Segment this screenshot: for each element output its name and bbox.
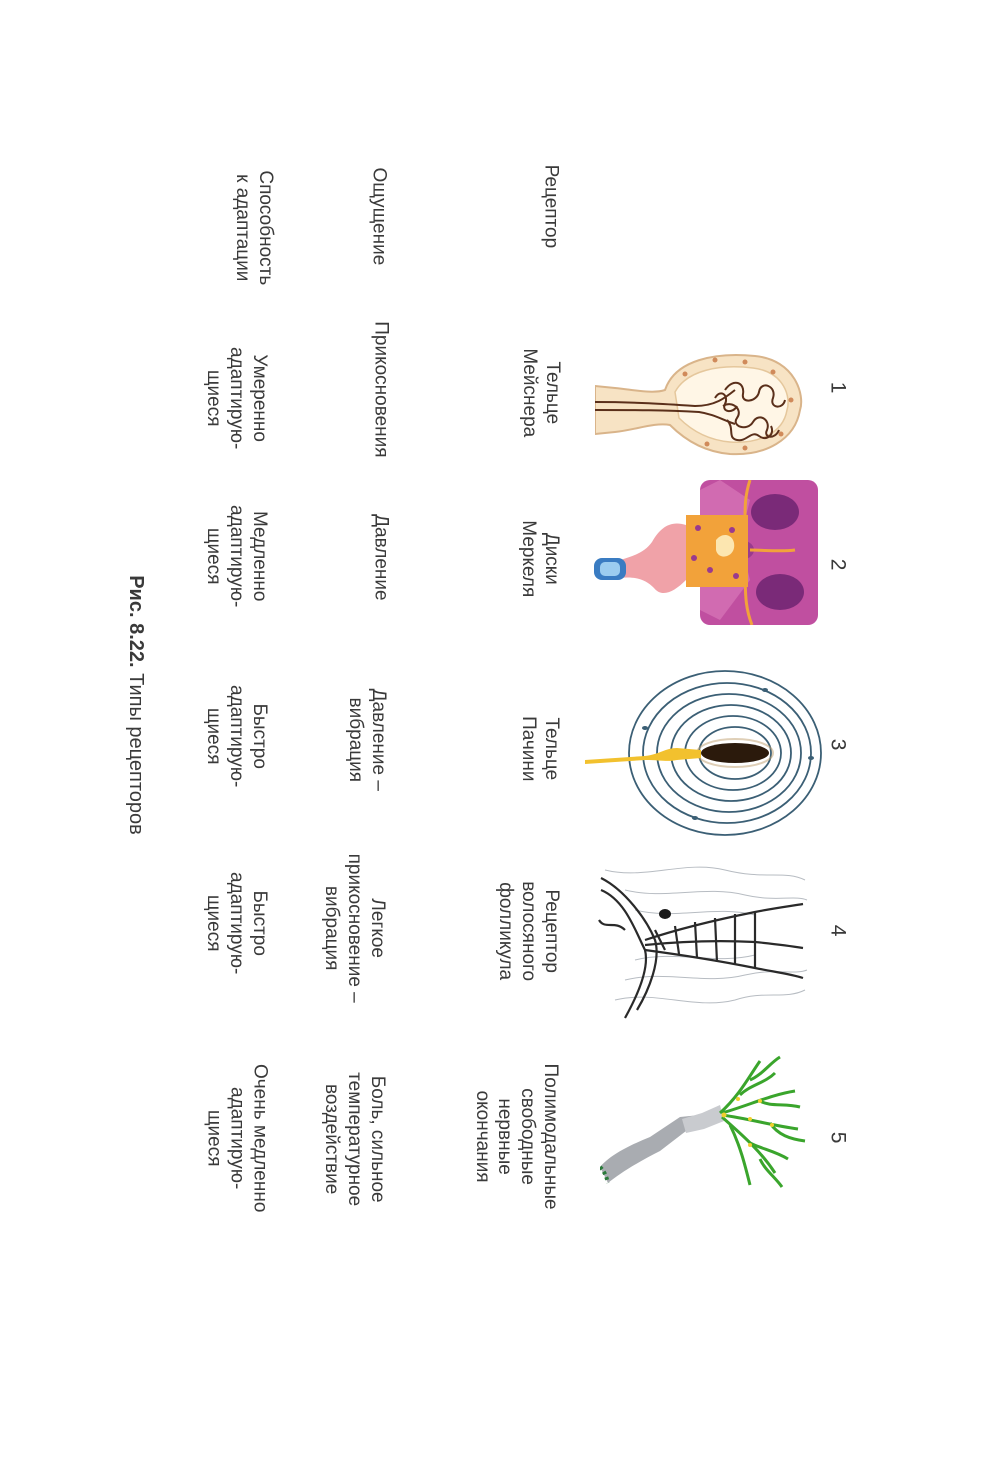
adaptation-2: Медленно адаптирую- щиеся	[203, 505, 271, 608]
adaptation-1: Умеренно адаптирую- щиеся	[203, 347, 271, 450]
adaptation-4: Быстро адаптирую- щиеся	[203, 872, 271, 975]
column-number-1: 1	[826, 381, 850, 394]
column-number-4: 4	[826, 924, 850, 937]
sensation-2: Давление	[370, 514, 392, 601]
sensation-3: Давление – вибрация	[345, 688, 389, 791]
column-number-3: 3	[826, 738, 850, 751]
receptor-name-1: Тельце Мейснера	[519, 348, 563, 438]
receptor-name-4: Рецептор волосяного фолликула	[495, 881, 563, 982]
receptor-name-5: Полимодальные свободные нервные окончания	[471, 1063, 562, 1210]
pacinian-corpuscle-illustration	[585, 668, 825, 838]
figure-title: Типы рецепторов	[125, 667, 147, 835]
row-header-adaptation: Способность к адаптации	[232, 170, 276, 286]
figure-caption	[124, 570, 148, 840]
merkel-disc-illustration	[590, 480, 820, 625]
sensation-1: Прикосновения	[370, 321, 392, 458]
meissner-corpuscle-illustration	[595, 350, 805, 460]
sensation-5: Боль, сильное температурное воздействие	[321, 1072, 389, 1207]
column-number-2: 2	[826, 558, 850, 571]
figure-label: Рис. 8.22.	[125, 575, 147, 668]
sensation-4: Легкое прикосновение – вибрация	[321, 853, 389, 1003]
adaptation-5: Очень медленно адаптирую- щиеся	[204, 1063, 271, 1213]
hair-follicle-receptor-illustration	[595, 850, 810, 1020]
column-number-5: 5	[826, 1131, 850, 1144]
free-nerve-endings-illustration	[600, 1055, 810, 1190]
row-header-receptor: Рецептор	[540, 164, 562, 249]
adaptation-3: Быстро адаптирую- щиеся	[203, 685, 271, 788]
receptor-name-2: Диски Меркеля	[518, 520, 562, 598]
receptor-name-3: Тельце Пачини	[518, 716, 562, 782]
row-header-sensation: Ощущение	[368, 167, 390, 266]
